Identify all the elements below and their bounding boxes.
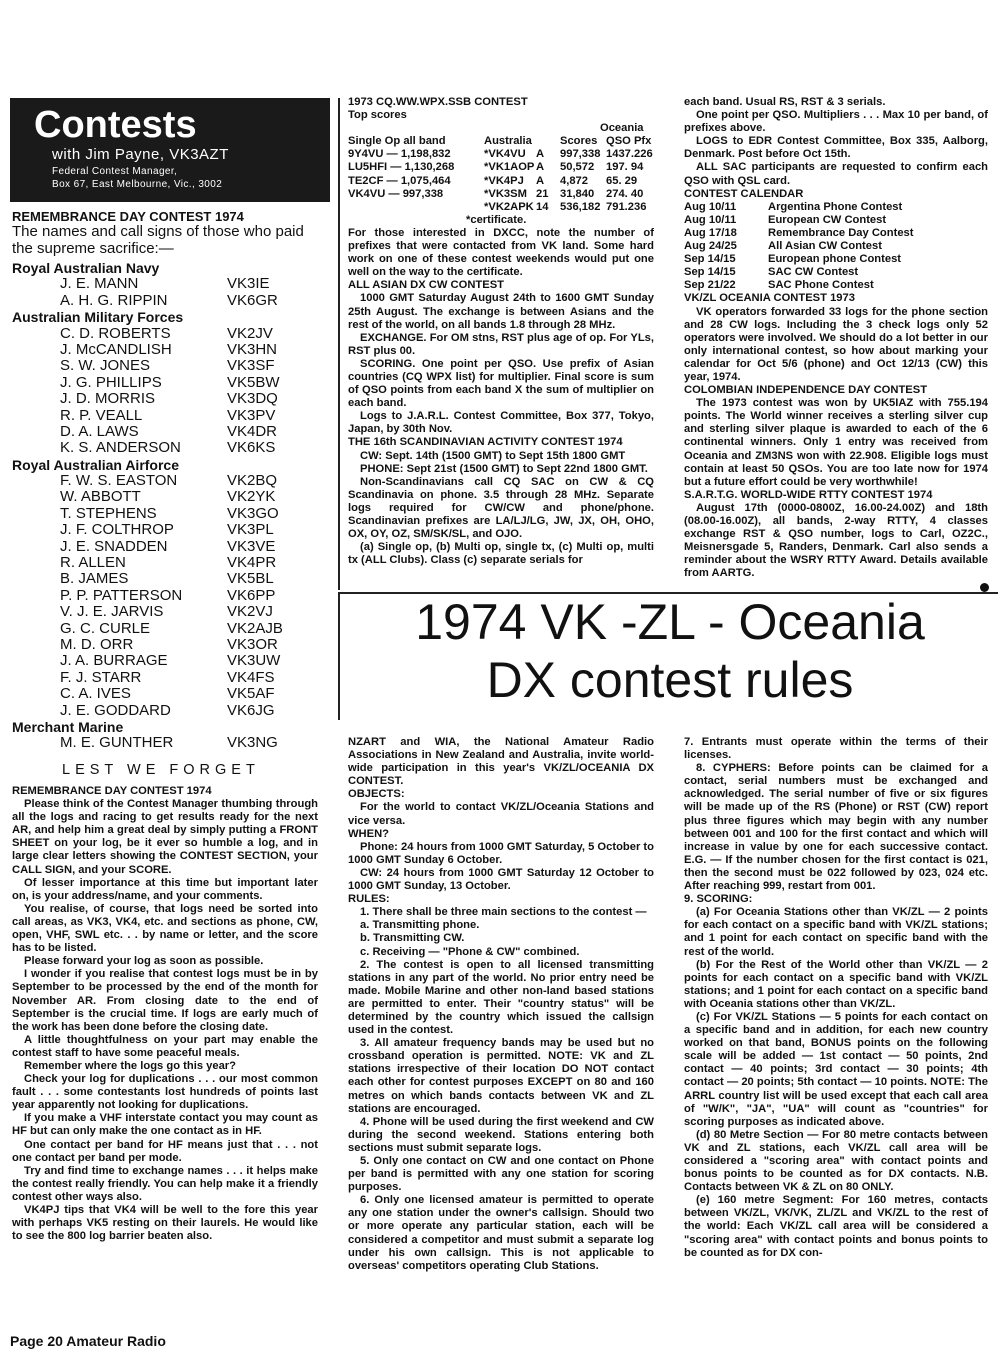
byline-address: Box 67, East Melbourne, Vic., 3002: [52, 179, 223, 190]
person-name: G. C. CURLE: [60, 619, 151, 637]
honour-row: [12, 653, 322, 669]
column-divider: [338, 98, 340, 590]
paragraph: ALL SAC participants are requested to confirm each QSO with QSL card.: [684, 161, 988, 187]
wpx-row: [348, 161, 654, 174]
person-name: M. E. GUNTHER: [60, 734, 174, 752]
calendar-row: [684, 266, 988, 279]
honour-row: [12, 588, 322, 604]
honour-row: [12, 375, 322, 391]
wpx-cell: *VK3SM: [484, 187, 527, 200]
column-2: [348, 96, 654, 567]
person-callsign: VK3OR: [227, 635, 278, 653]
paragraph: CW: 24 hours from 1000 GMT Saturday 12 October to 1000 GMT Sunday, 13 October.: [348, 866, 654, 893]
paragraph: COLOMBIAN INDEPENDENCE DAY CONTEST: [684, 384, 928, 397]
paragraph: SCORING. One point per QSO. Use prefix of Asian countries (CQ WPX list) for multiplier. Final score is sum of QSO points from each band X the sum of multiplier on each band.: [348, 357, 654, 410]
calendar-row: [684, 201, 988, 214]
wpx-cell: 14: [536, 200, 549, 213]
wpx-cell: 50,572: [560, 161, 595, 174]
wpx-cell: 31,840: [560, 187, 595, 200]
wpx-cell: LU5HFI — 1,130,268: [348, 161, 455, 174]
paragraph: 1000 GMT Saturday August 24th to 1600 GMT Sunday 25th August. The exchange is between Asians and the rest of the world, on all bands 1.8 through 28 MHz.: [348, 292, 654, 331]
end-bullet: [980, 583, 989, 592]
wpx-head-2: [348, 135, 654, 148]
person-name: F. J. STARR: [60, 668, 142, 686]
wpx-cell: 65. 29: [606, 174, 638, 187]
paragraph: Try and find time to exchange names . . . it helps make the contest really friendly. You can help make it a friendly contest other ways also.: [12, 1164, 318, 1203]
wpx-cell: TE2CF — 1,075,464: [348, 174, 451, 187]
paragraph: 2. The contest is open to all licensed transmitting stations in any part of the world. No prior entry need be made. Mobile Marine and other non-land based stations are permitted to enter. Their "country status" will be determined by the country which issued the callsign used in the contest.: [348, 958, 654, 1037]
person-callsign: VK3DQ: [227, 390, 278, 408]
person-name: J. E. GODDARD: [60, 701, 171, 719]
remembrance-title: REMEMBRANCE DAY CONTEST 1974: [12, 209, 244, 224]
honour-row: [12, 555, 322, 571]
paragraph: A little thoughtfulness on your part may enable the contest staff to have some peaceful meals.: [12, 1033, 318, 1059]
honour-row: [12, 276, 322, 292]
paragraph: 6. Only one licensed amateur is permitted to operate any one station under the owner's callsign. Should two or more operate any particular station, each will be considered a competitor and must submit a separate log under his own callsign. This is not applicable to overseas' competitors operating Club Stations.: [348, 1194, 654, 1272]
paragraph: 1. There shall be three main sections to the contest —: [360, 906, 647, 919]
wpx-note: *certificate.: [466, 213, 527, 226]
paragraph: (e) 160 metre Segment: For 160 metres, contacts between VK/ZL, VK/VK, ZL/ZL and VK/ZL to the rest of the world: Each VK/ZL call area will be considered a "scoring area" with contact points and bonus points to be counted as for DX con-: [684, 1194, 988, 1259]
paragraph: For those interested in DXCC, note the number of prefixes that were contacted from VK land. Some hard work on one of these contest weekends would put one well on the way to the certificate.: [348, 226, 654, 279]
person-name: T. STEPHENS: [60, 504, 157, 522]
person-callsign: VK4DR: [227, 422, 278, 440]
paragraph: 7. Entrants must operate within the terms of their licenses.: [684, 736, 988, 762]
person-name: P. P. PATTERSON: [60, 586, 183, 604]
honour-row: [12, 637, 322, 653]
person-callsign: VK4FS: [227, 668, 275, 686]
paragraph: 4. Phone will be used during the first weekend and CW during the second weekend. Stations entering both sections must submit separate logs.: [348, 1115, 654, 1154]
wpx-cell: A: [536, 174, 545, 187]
wpx-cell: *VK4PJ: [484, 174, 524, 187]
honour-row: [12, 506, 322, 522]
paragraph: NZART and WIA, the National Amateur Radio Associations in New Zealand and Australia, invite world-wide participation in this year's VK/ZL/OCEANIA DX CONTEST.: [348, 736, 654, 788]
honour-row: [12, 326, 322, 342]
paragraph: If you make a VHF interstate contact you may count as HF but can only make the one contact as in HF.: [12, 1112, 318, 1138]
paragraph: Non-Scandinavians call CQ SAC on CW & CQ Scandinavia on phone. 3.5 through 28 MHz. Separate logs required for CW/CW and phone/phone. Scandinavian prefixes are LA/LJ/LG, JW, JX, OH, OHO, OX, OY, OZ, SM/SK/SL, and OJO.: [348, 475, 654, 541]
paragraph: Check your log for duplications . . . our most common fault . . . some contestants lost hundreds of points last year apparently not looking for duplications.: [12, 1073, 318, 1112]
calendar-row: [684, 227, 988, 240]
wpx-cell: A: [536, 161, 545, 174]
rules-title-line2: DX contest rules: [486, 652, 854, 708]
wpx-cell: 274. 40: [606, 187, 644, 200]
column-1-body: [12, 785, 318, 1243]
person-callsign: VK5BW: [227, 373, 280, 391]
wpx-row: [348, 148, 654, 161]
person-callsign: VK3NG: [227, 734, 278, 752]
person-callsign: VK2BQ: [227, 472, 278, 490]
calendar-event: European CW Contest: [768, 213, 887, 226]
paragraph: August 17th (0000-0800Z, 16.00-24.00Z) and 18th (08.00-16.00Z), all bands, 2-way RTTY, 4 classes exchange RST & QSO number, logs to Carl, OZ2C., Meisnersgade 5, Randers, Denmark. Carl also sends a reminder about the WSRY RTTY Award. Details available from AARTG.: [684, 501, 988, 580]
lest-we-forget: LEST WE FORGET: [62, 762, 260, 778]
honour-row: [12, 686, 322, 702]
rules-column-a: [348, 736, 654, 1273]
wpx-head-1: [348, 122, 654, 135]
wpx-cell: 9Y4VU — 1,198,832: [348, 148, 451, 161]
honour-row: [12, 522, 322, 538]
paragraph: (a) For Oceania Stations other than VK/ZL — 2 points for each contact on a specific band with VK/ZL stations; and 1 point for each contact on specific band with the rest of the world.: [684, 906, 988, 958]
wpx-cell: 21: [536, 187, 549, 200]
wpx-row: [348, 188, 654, 201]
honour-row: [12, 424, 322, 440]
byline-role: Federal Contest Manager,: [52, 166, 178, 177]
paragraph: (d) 80 Metre Section — For 80 metre contacts between VK and ZL stations, each VK/ZL call area will be considered a "scoring area" with contact points and bonus points to be counted as for DX contacts. N.B. Contacts between VK & ZL on 80 ONLY.: [684, 1128, 988, 1194]
person-name: R. ALLEN: [60, 554, 126, 572]
calendar-date: Aug 10/11: [684, 200, 737, 213]
wpx-cell: 4,872: [560, 174, 588, 187]
person-name: B. JAMES: [60, 570, 129, 588]
calendar-date: Aug 10/11: [684, 213, 737, 226]
wpx-cell: *VK2APK: [484, 200, 534, 213]
person-name: F. W. S. EASTON: [60, 472, 178, 490]
wpx-head-oceania: Oceania: [600, 122, 644, 135]
wpx-subtitle: Top scores: [348, 109, 407, 122]
person-callsign: VK3IE: [227, 275, 270, 293]
person-name: C. A. IVES: [60, 685, 131, 703]
person-callsign: VK3UW: [227, 652, 281, 670]
calendar-event: SAC Phone Contest: [768, 279, 874, 292]
honour-row: [12, 293, 322, 309]
calendar-row: [684, 240, 988, 253]
paragraph: WHEN?: [348, 827, 390, 840]
paragraph: b. Transmitting CW.: [360, 932, 465, 945]
honour-row: [12, 539, 322, 555]
person-callsign: VK3SF: [227, 357, 275, 375]
person-callsign: VK5AF: [227, 685, 275, 703]
paragraph: a. Transmitting phone.: [360, 919, 480, 932]
person-name: D. A. LAWS: [60, 422, 139, 440]
person-callsign: VK5BL: [227, 570, 274, 588]
remembrance-intro: The names and call signs of those who paid the supreme sacrifice:—: [12, 223, 304, 257]
paragraph: Of lesser importance at this time but important later on, is your address/name, and your comments.: [12, 876, 318, 902]
paragraph: One point per QSO. Multipliers . . . Max 10 per band, of prefixes above.: [684, 109, 988, 135]
calendar-date: Aug 17/18: [684, 226, 737, 239]
calendar-event: SAC CW Contest: [768, 266, 859, 279]
person-name: C. D. ROBERTS: [60, 324, 171, 342]
calendar-date: Sep 21/22: [684, 279, 736, 292]
person-name: J. D. MORRIS: [60, 390, 156, 408]
person-callsign: VK3HN: [227, 340, 278, 358]
person-callsign: VK2YK: [227, 488, 276, 506]
paragraph: REMEMBRANCE DAY CONTEST 1974: [12, 785, 212, 797]
calendar-event: Remembrance Day Contest: [768, 226, 914, 239]
paragraph: 8. CYPHERS: Before points can be claimed for a contact, serial numbers must be exchanged and acknowledged. The serial number of five or six figures will be made up of the RS (Phone) or RST (CW) report plus three figures which may begin with any number between 001 and 100 for the first contact and which will increase in value by one for each successive contact. E.G. — If the number chosen for the first contact is 021, then the second must be 022 followed by 023, 024 etc. After reaching 999, restart from 001.: [684, 762, 988, 893]
person-name: W. ABBOTT: [60, 488, 141, 506]
paragraph: (a) Single op, (b) Multi op, single tx, (c) Multi op, multi tx (ALL Clubs). Class (c) separate serials for: [348, 541, 654, 567]
column-3: [684, 96, 988, 580]
paragraph: ALL ASIAN DX CW CONTEST: [348, 279, 505, 292]
person-callsign: VK2JV: [227, 324, 273, 342]
paragraph: (b) For the Rest of the World other than VK/ZL — 2 points for each contact on a specific band with VK/ZL stations; and 1 point for each contact on a specific band with Oceania stations other than VK/ZL.: [684, 958, 988, 1010]
honour-row: [12, 408, 322, 424]
section-heading: Australian Military Forces: [12, 309, 184, 326]
paragraph: RULES:: [348, 893, 390, 906]
person-callsign: VK2VJ: [227, 603, 273, 621]
paragraph: VK4PJ tips that VK4 will be well to the fore this year with perhaps VK5 resting on their laurels. He would like to see the 800 log barrier beaten also.: [12, 1204, 318, 1243]
page-footer: Page 20 Amateur Radio: [10, 1333, 166, 1349]
rules-title-line1: 1974 VK -ZL - Oceania: [415, 594, 925, 650]
wpx-head-qsopfx: QSO Pfx: [606, 135, 652, 148]
person-name: J. McCANDLISH: [60, 340, 172, 358]
calendar-date: Aug 24/25: [684, 240, 737, 253]
paragraph: I wonder if you realise that contest logs must be in by September to be processed by the end of the month for November AR. From closing date to the end of September is the crucial time. If logs are early much of the work has been done before the closing date.: [12, 968, 318, 1033]
person-callsign: VK6PP: [227, 586, 276, 604]
paragraph: For the world to contact VK/ZL/Oceania Stations and vice versa.: [348, 801, 654, 827]
paragraph: Please forward your log as soon as possible.: [24, 955, 264, 968]
person-callsign: VK6JG: [227, 701, 275, 719]
paragraph: c. Receiving — "Phone & CW" combined.: [360, 945, 580, 958]
wpx-cell: 197. 94: [606, 161, 644, 174]
person-callsign: VK3VE: [227, 537, 276, 555]
calendar-event: European phone Contest: [768, 253, 902, 266]
wpx-cell: 536,182: [560, 200, 601, 213]
honour-row: [12, 342, 322, 358]
honour-row: [12, 670, 322, 686]
wpx-head-australia: Australia: [484, 135, 532, 148]
honour-row: [12, 473, 322, 489]
person-name: S. W. JONES: [60, 357, 151, 375]
roll-of-honour: [12, 260, 322, 752]
paragraph: You realise, of course, that logs need be sorted into call areas, as VK3, VK4, etc. and sections as phone, CW, open, VHF, SWL etc. . . by name or letter, and the score has to be listed.: [12, 902, 318, 955]
paragraph: Phone: 24 hours from 1000 GMT Saturday, 5 October to 1000 GMT Sunday 6 October.: [348, 840, 654, 866]
wpx-head-single: Single Op all band: [348, 135, 446, 148]
section-heading: Merchant Marine: [12, 718, 124, 735]
paragraph: The 1973 contest was won by UK5IAZ with 755.194 points. The World winner receives a sterling silver cup and sterling silver plaque is awarded to each of the 6 continental winners. Only 1 entry was received from Oceania and ZM3NS won with 22.908. Eligible logs must contain at least 50 QSOs. You are too late now for 1974 but a future effort could be very worthwhile!: [684, 397, 988, 488]
paragraph: Remember where the logs go this year?: [24, 1059, 236, 1072]
paragraph: EXCHANGE. For OM stns, RST plus age of op. For YLs, RST plus 00.: [348, 331, 654, 357]
paragraph: LOGS to EDR Contest Committee, Box 335, Aalborg, Denmark. Post before Oct 15th.: [684, 135, 988, 161]
honour-row: [12, 703, 322, 719]
paragraph: each band. Usual RS, RST & 3 serials.: [684, 96, 886, 108]
person-name: J. A. BURRAGE: [60, 652, 168, 670]
honour-row: [12, 735, 322, 751]
calendar-row: [684, 279, 988, 292]
wpx-note-row: [348, 214, 654, 227]
paragraph: 9. SCORING:: [684, 893, 753, 906]
rules-column-b: [684, 736, 988, 1260]
wpx-row: [348, 175, 654, 188]
person-callsign: VK6KS: [227, 439, 276, 457]
person-name: M. D. ORR: [60, 635, 134, 653]
paragraph: VK/ZL OCEANIA CONTEST 1973: [684, 292, 855, 305]
wpx-cell: 1437.226: [606, 148, 653, 161]
calendar-event: All Asian CW Contest: [768, 240, 882, 253]
wpx-cell: A: [536, 148, 545, 161]
calendar-title: CONTEST CALENDAR: [684, 187, 804, 200]
honour-row: [12, 358, 322, 374]
paragraph: Please think of the Contest Manager thumbing through all the logs and racing to get results ready for the next AR, and help him a great deal by simply putting a FRONT SHEET on your log, be it ever so humble a log, and in large clear letters showing the CONTEST SECTION, your CALL SIGN, and your SCORE.: [12, 798, 318, 876]
person-name: J. G. PHILLIPS: [60, 373, 162, 391]
person-name: J. E. SNADDEN: [60, 537, 168, 555]
person-callsign: VK3PV: [227, 406, 276, 424]
wpx-cell: 997,338: [560, 148, 601, 161]
paragraph: THE 16th SCANDINAVIAN ACTIVITY CONTEST 1974: [348, 436, 623, 449]
person-callsign: VK3GO: [227, 504, 279, 522]
wpx-head-scores: Scores: [560, 135, 598, 148]
calendar-event: Argentina Phone Contest: [768, 200, 903, 213]
person-callsign: VK2AJB: [227, 619, 283, 637]
paragraph: S.A.R.T.G. WORLD-WIDE RTTY CONTEST 1974: [684, 488, 933, 501]
contests-banner: [10, 98, 330, 202]
paragraph: OBJECTS:: [348, 788, 405, 801]
wpx-cell: *VK4VU: [484, 148, 526, 161]
person-name: K. S. ANDERSON: [60, 439, 181, 457]
page-title: Contests: [34, 104, 197, 146]
calendar-date: Sep 14/15: [684, 253, 736, 266]
paragraph: CW: Sept. 14th (1500 GMT) to Sept 15th 1800 GMT: [360, 449, 626, 462]
honour-row: [12, 571, 322, 587]
person-name: R. P. VEALL: [60, 406, 143, 424]
person-name: J. E. MANN: [60, 275, 139, 293]
paragraph: 3. All amateur frequency bands may be used but no crossband operation is permitted. NOTE: VK and ZL stations irrespective of their location DO NOT contact each other for contest purposes EXCEPT on 80 and 160 metres on which bands contacts between VK and ZL stations are encouraged.: [348, 1037, 654, 1115]
wpx-cell: 791.236: [606, 200, 647, 213]
wpx-title: 1973 CQ.WW.WPX.SSB CONTEST: [348, 96, 528, 108]
paragraph: PHONE: Sept 21st (1500 GMT) to Sept 22nd 1800 GMT.: [360, 462, 648, 475]
calendar-row: [684, 214, 988, 227]
paragraph: One contact per band for HF means just that . . . not one contact per band per mode.: [12, 1138, 318, 1164]
honour-row: [12, 621, 322, 637]
person-name: V. J. E. JARVIS: [60, 603, 164, 621]
honour-row: [12, 440, 322, 456]
wpx-cell: *VK1AOP: [484, 161, 535, 174]
section-heading: Royal Australian Airforce: [12, 456, 180, 473]
person-callsign: VK3PL: [227, 521, 274, 539]
section-heading: Royal Australian Navy: [12, 260, 160, 276]
honour-row: [12, 604, 322, 620]
person-name: A. H. G. RIPPIN: [60, 291, 168, 309]
wpx-row: [348, 201, 654, 214]
calendar-row: [684, 253, 988, 266]
honour-row: [12, 489, 322, 505]
paragraph: (c) For VK/ZL Stations — 5 points for each contact on a specific band and in addition, for each new country worked on that band, BONUS points on the following scale will be added — 1st contact — 50 points, 2nd contact — 40 points; 3rd contact — 30 points; 4th contact — 20 points; 5th contact — 10 points. NOTE: The ARRL country list will be used except that each call area of "W/K", "JA", "UA" will count as "countries" for scoring purposes as indicated above.: [684, 1010, 988, 1128]
person-callsign: VK4PR: [227, 554, 277, 572]
paragraph: 5. Only one contact on CW and one contact on Phone per band is permitted with any one station for scoring purposes.: [348, 1155, 654, 1194]
honour-row: [12, 391, 322, 407]
person-name: J. F. COLTHROP: [60, 521, 174, 539]
paragraph: VK operators forwarded 33 logs for the phone section and 28 CW logs. Including the 3 check logs only 52 operators were involved. We should do a lot better in our only international contest, so how about marking your calendar for Oct 5/6 (phone) and Oct 12/13 (CW) this year, 1974.: [684, 305, 988, 383]
person-callsign: VK6GR: [227, 291, 278, 309]
calendar-date: Sep 14/15: [684, 266, 736, 279]
byline: with Jim Payne, VK3AZT: [52, 146, 229, 163]
paragraph: Logs to J.A.R.L. Contest Committee, Box 377, Tokyo, Japan, by 30th Nov.: [348, 410, 654, 436]
wpx-cell: VK4VU — 997,338: [348, 187, 444, 200]
